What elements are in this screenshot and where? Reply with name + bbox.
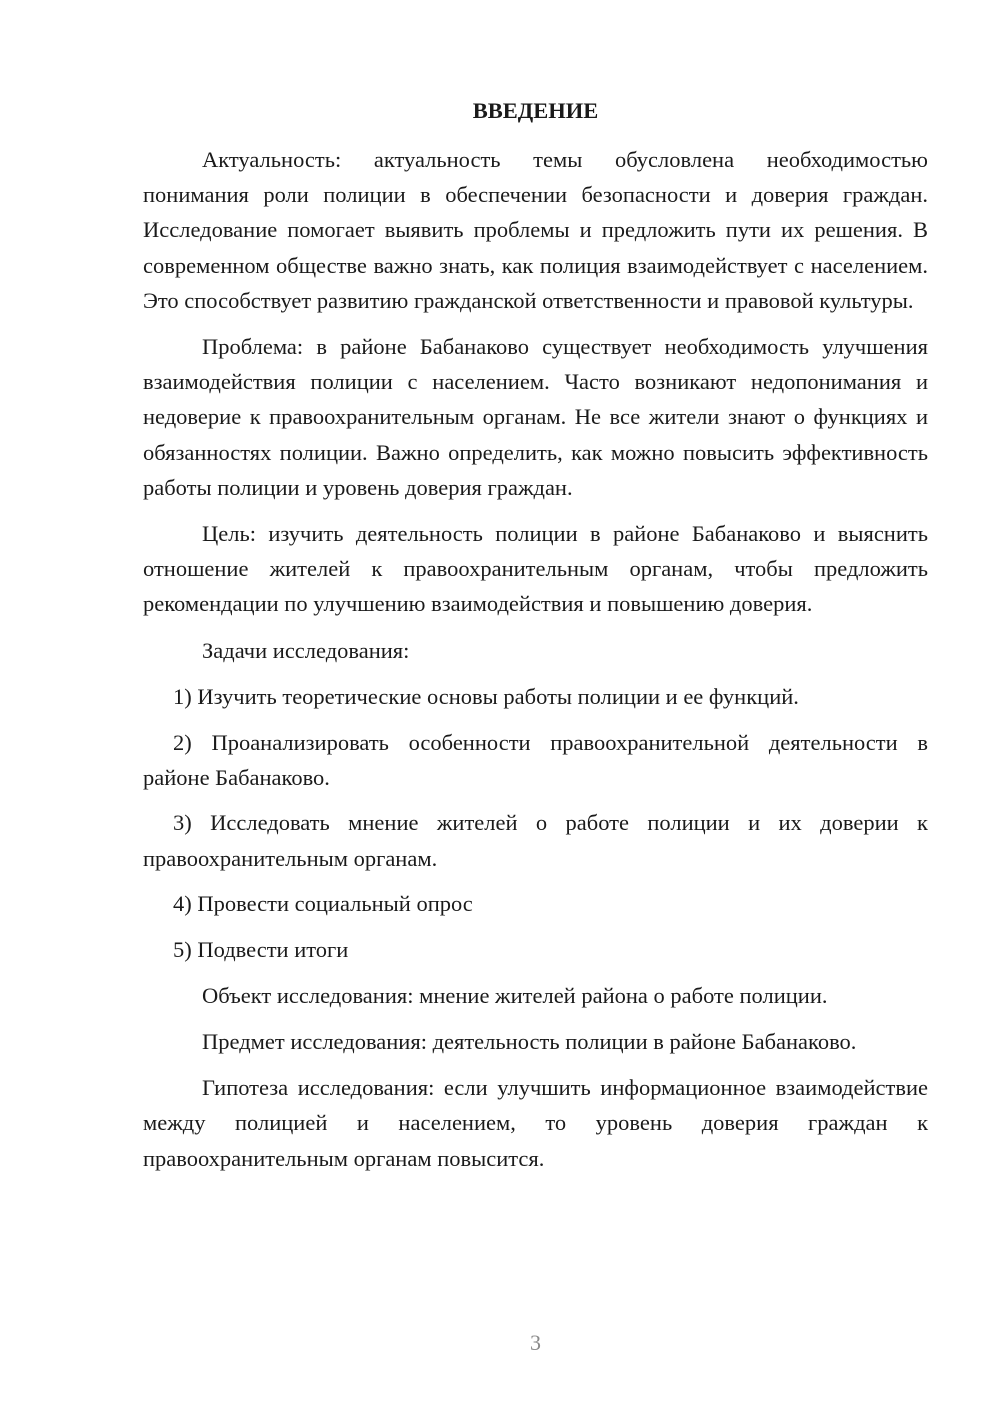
- task-item: 5) Подвести итоги: [173, 937, 349, 963]
- task-item: 4) Провести социальный опрос: [173, 891, 473, 917]
- tasks-heading: Задачи исследования:: [202, 637, 410, 663]
- task-item: 1) Изучить теоретические основы работы полиции и ее функций.: [173, 683, 799, 709]
- section-title: ВВЕДЕНИЕ: [472, 98, 599, 123]
- task-item: 2) Проанализировать особенности правоохранительной деятельности в районе Бабанаково.: [143, 729, 928, 790]
- paragraph-hypothesis: Гипотеза исследования: если улучшить информационное взаимодействие между полицией и населением, то уровень доверия граждан к правоохранительным органам повысится.: [143, 1075, 928, 1171]
- task-item: 3) Исследовать мнение жителей о работе полиции и их доверии к правоохранительным органам.: [143, 810, 928, 871]
- paragraph-goal: Цель: изучить деятельность полиции в районе Бабанаково и выяснить отношение жителей к правоохранительным органам, чтобы предложить рекомендации по улучшению взаимодействия и повышению доверия.: [143, 521, 928, 617]
- paragraph-object: Объект исследования: мнение жителей района о работе полиции.: [202, 982, 828, 1008]
- page-number: 3: [530, 1330, 541, 1355]
- paragraph-subject: Предмет исследования: деятельность полиции в районе Бабанаково.: [202, 1028, 857, 1054]
- paragraph-problem: Проблема: в районе Бабанаково существует необходимость улучшения взаимодействия полиции с населением. Часто возникают недопонимания и недоверие к правоохранительным органам. Не все жители знают о функциях и обязанностях полиции. Важно определить, как можно повысить эффективность работы полиции и уровень доверия граждан.: [143, 334, 928, 500]
- document-page: [143, 92, 928, 1187]
- paragraph-relevance: Актуальность: актуальность темы обусловлена необходимостью понимания роли полиции в обеспечении безопасности и доверия граждан. Исследование помогает выявить проблемы и предложить пути их решения. В современном обществе важно знать, как полиция взаимодействует с населением. Это способствует развитию гражданской ответственности и правовой культуры.: [143, 147, 928, 313]
